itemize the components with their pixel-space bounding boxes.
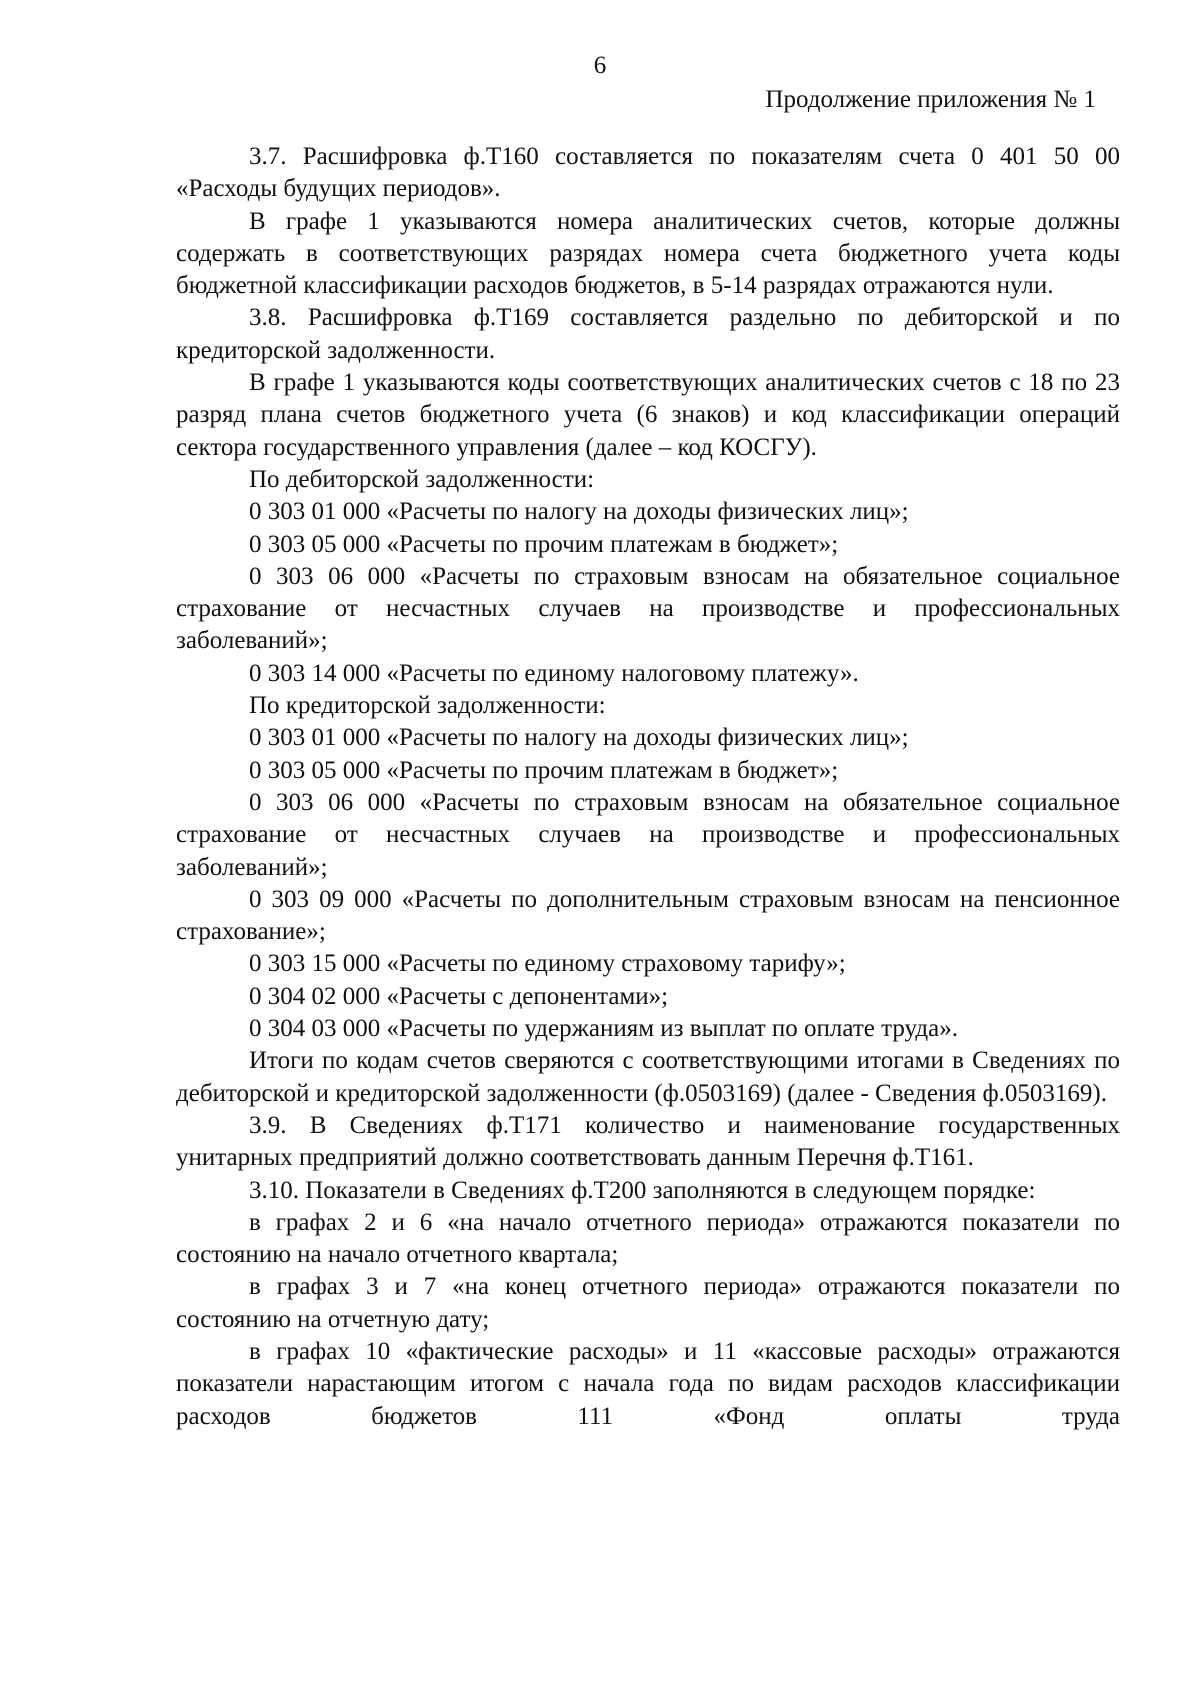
- paragraph-3-9: 3.9. В Сведениях ф.Т171 количество и наименование государственных унитарных предприятий должно соответствовать данным Перечня ф.Т161.: [176, 1111, 1120, 1172]
- debit-account-item: 0 303 06 000 «Расчеты по страховым взносам на обязательное социальное страхование от несчастных случаев на производстве и профессиональных заболеваний»;: [176, 562, 1120, 655]
- paragraph-3-7: 3.7. Расшифровка ф.Т160 составляется по показателям счета 0 401 50 00 «Расходы будущих периодов».: [176, 143, 1120, 203]
- paragraph-columns-3-7: в графах 3 и 7 «на конец отчетного периода» отражаются показатели по состоянию на отчетную дату;: [176, 1273, 1120, 1333]
- credit-account-item: 0 304 03 000 «Расчеты по удержаниям из выплат по оплате труда».: [249, 1015, 958, 1043]
- credit-account-item: 0 303 05 000 «Расчеты по прочим платежам в бюджет»;: [249, 756, 839, 784]
- credit-account-item: 0 303 15 000 «Расчеты по единому страховому тарифу»;: [249, 950, 846, 978]
- credit-heading: По кредиторской задолженности:: [249, 692, 606, 720]
- paragraph-3-8: 3.8. Расшифровка ф.Т169 составляется раздельно по дебиторской и по кредиторской задолженности.: [176, 304, 1120, 364]
- page-number: 6: [593, 52, 607, 79]
- credit-account-item: 0 303 09 000 «Расчеты по дополнительным страховым взносам на пенсионное страхование»;: [176, 885, 1120, 946]
- document-body: [176, 141, 1120, 1433]
- paragraph-3-10: 3.10. Показатели в Сведениях ф.Т200 заполняются в следующем порядке:: [249, 1176, 1036, 1204]
- debit-heading: По дебиторской задолженности:: [249, 465, 595, 493]
- paragraph-totals-reconciliation: Итоги по кодам счетов сверяются с соответствующими итогами в Сведениях по дебиторской и кредиторской задолженности (ф.0503169) (далее - Сведения ф.0503169).: [176, 1047, 1120, 1107]
- paragraph-column-1-kosgu-codes: В графе 1 указываются коды соответствующих аналитических счетов с 18 по 23 разряд плана счетов бюджетного учета (6 знаков) и код классификации операций сектора государственного управления (далее – код КОСГУ).: [176, 369, 1120, 461]
- appendix-continuation-label: Продолжение приложения № 1: [765, 86, 1096, 113]
- debit-account-item: 0 303 14 000 «Расчеты по единому налоговому платежу».: [249, 659, 859, 687]
- paragraph-columns-10-11: в графах 10 «фактические расходы» и 11 «кассовые расходы» отражаются показатели нарастающим итогом с начала года по видам расходов классификации расходов бюджетов 111 «Фонд оплаты труда: [176, 1337, 1120, 1430]
- paragraph-columns-2-6: в графах 2 и 6 «на начало отчетного периода» отражаются показатели по состоянию на начало отчетного квартала;: [176, 1208, 1120, 1269]
- paragraph-column-1-analytic-accounts: В графе 1 указываются номера аналитических счетов, которые должны содержать в соответствующих разрядах номера счета бюджетного учета коды бюджетной классификации расходов бюджетов, в 5-14 разрядах отражаются нули.: [176, 207, 1120, 300]
- debit-account-item: 0 303 05 000 «Расчеты по прочим платежам в бюджет»;: [249, 530, 839, 558]
- credit-account-item: 0 303 06 000 «Расчеты по страховым взносам на обязательное социальное страхование от несчастных случаев на производстве и профессиональных заболеваний»;: [176, 788, 1120, 881]
- credit-account-item: 0 303 01 000 «Расчеты по налогу на доходы физических лиц»;: [249, 724, 909, 752]
- debit-account-item: 0 303 01 000 «Расчеты по налогу на доходы физических лиц»;: [249, 498, 909, 526]
- credit-account-item: 0 304 02 000 «Расчеты с депонентами»;: [249, 982, 669, 1010]
